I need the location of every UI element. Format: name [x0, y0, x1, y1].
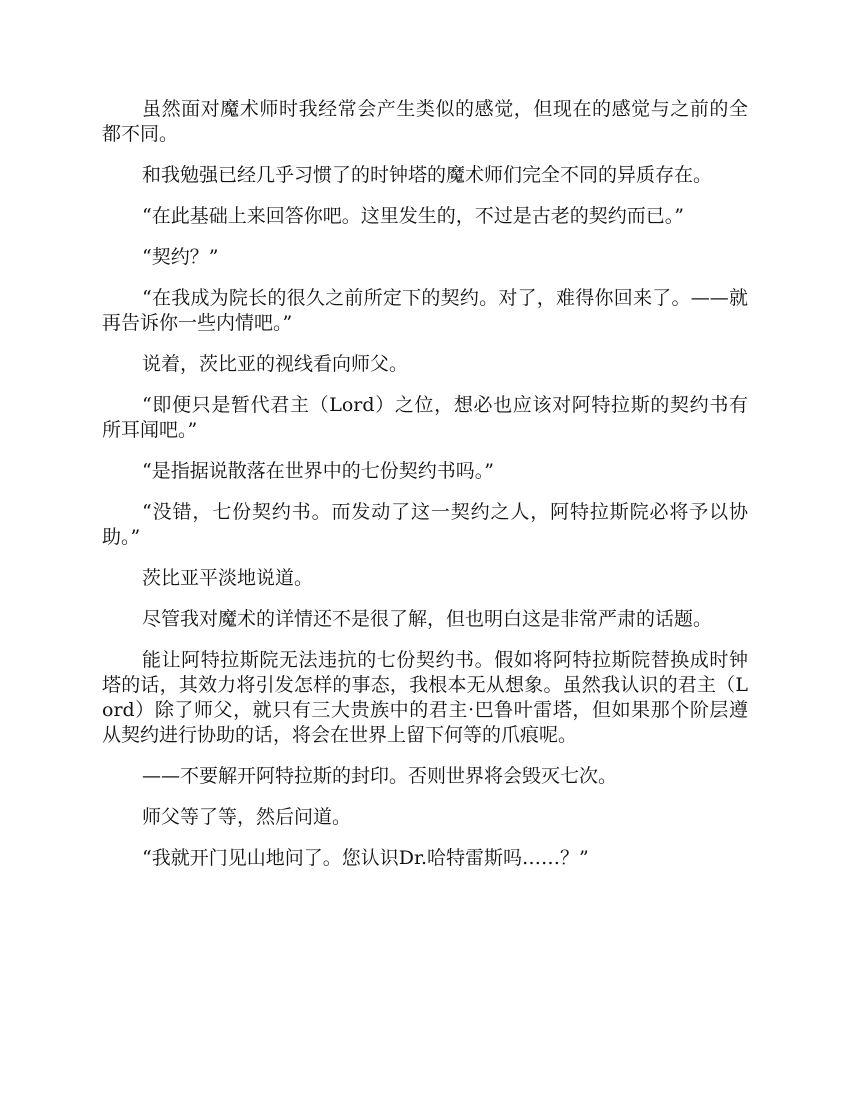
- paragraph: 虽然面对魔术师时我经常会产生类似的感觉，但现在的感觉与之前的全都不同。: [102, 98, 748, 145]
- paragraph: “在此基础上来回答你吧。这里发生的，不过是古老的契约而已。”: [142, 205, 684, 227]
- paragraph: 师父等了等，然后问道。: [142, 806, 352, 828]
- paragraph: 说着，茨比亚的视线看向师父。: [142, 353, 409, 375]
- paragraph: “契约？”: [142, 246, 219, 268]
- paragraph: 和我勉强已经几乎习惯了的时钟塔的魔术师们完全不同的异质存在。: [142, 164, 713, 186]
- paragraph: “即便只是暂代君主（Lord）之位，想必也应该对阿特拉斯的契约书有所耳闻吧。”: [102, 394, 748, 441]
- paragraph: “在我成为院长的很久之前所定下的契约。对了，难得你回来了。——就再告诉你一些内情吧。”: [102, 287, 748, 334]
- paragraph: “没错，七份契约书。而发动了这一契约之人，阿特拉斯院必将予以协助。”: [102, 501, 748, 548]
- paragraph: 尽管我对魔术的详情还不是很了解，但也明白这是非常严肃的话题。: [142, 608, 713, 630]
- paragraph: “是指据说散落在世界中的七份契约书吗。”: [142, 460, 494, 482]
- paragraph: ——不要解开阿特拉斯的封印。否则世界将会毁灭七次。: [142, 765, 618, 787]
- paragraph: “我就开门见山地问了。您认识Dr.哈特雷斯吗……？”: [142, 847, 589, 869]
- document-page: [102, 97, 748, 887]
- paragraph: 能让阿特拉斯院无法违抗的七份契约书。假如将阿特拉斯院替换成时钟塔的话，其效力将引发怎样的事态，我根本无从想象。虽然我认识的君主（Lord）除了师父，就只有三大贵族中的君主·巴鲁叶雷塔，但如果那个阶层遵从契约进行协助的话，将会在世界上留下何等的爪痕呢。: [102, 649, 748, 746]
- paragraph: 茨比亚平淡地说道。: [142, 567, 314, 589]
